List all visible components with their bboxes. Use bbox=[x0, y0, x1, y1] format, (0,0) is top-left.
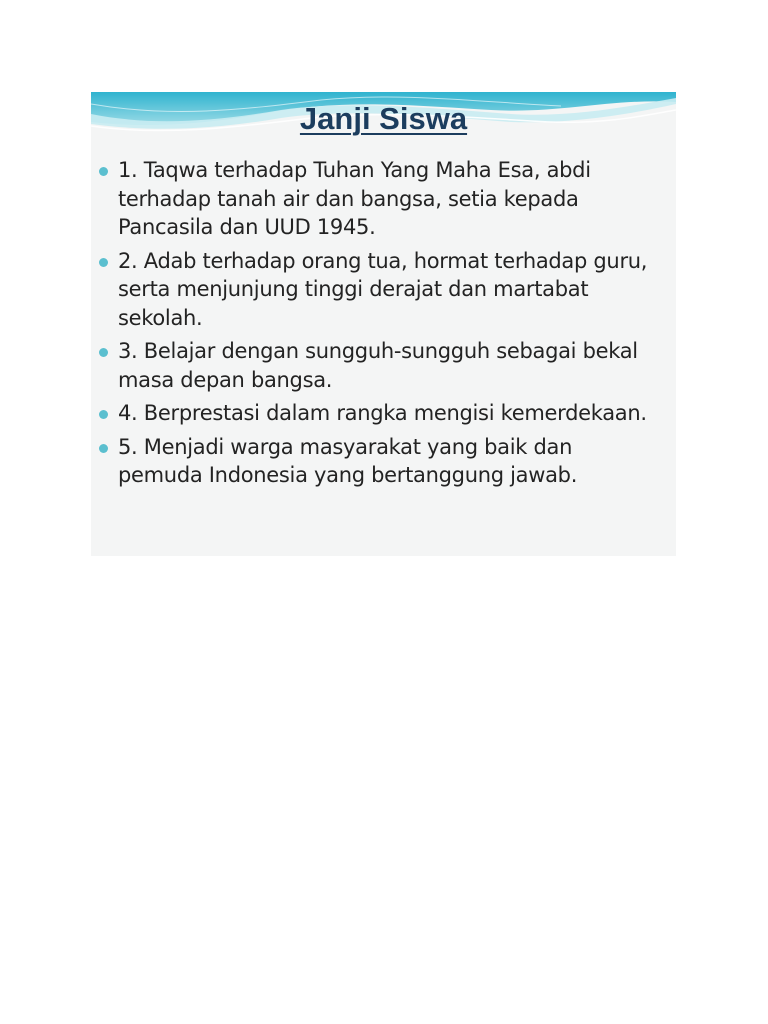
list-item-text: 1. Taqwa terhadap Tuhan Yang Maha Esa, abdi terhadap tanah air dan bangsa, setia kepada Pancasila dan UUD 1945. bbox=[118, 158, 591, 239]
promise-list bbox=[99, 156, 659, 495]
slide-title: Janji Siswa bbox=[299, 101, 468, 136]
list-item-text: 4. Berprestasi dalam rangka mengisi kemerdekaan. bbox=[118, 401, 647, 425]
list-item bbox=[99, 247, 659, 333]
list-item bbox=[99, 399, 659, 428]
list-item-text: 5. Menjadi warga masyarakat yang baik dan pemuda Indonesia yang bertanggung jawab. bbox=[118, 434, 578, 487]
bullet-icon bbox=[99, 444, 108, 453]
list-item bbox=[99, 433, 659, 490]
list-item-text: 3. Belajar dengan sungguh-sungguh sebagai bekal masa depan bangsa. bbox=[118, 339, 638, 392]
bullet-icon bbox=[99, 258, 108, 267]
list-item-text: 2. Adab terhadap orang tua, hormat terhadap guru, serta menjunjung tinggi derajat dan martabat sekolah. bbox=[118, 248, 648, 330]
list-item bbox=[99, 156, 659, 242]
slide bbox=[91, 92, 676, 556]
list-item bbox=[99, 337, 659, 394]
bullet-icon bbox=[99, 410, 108, 419]
bullet-icon bbox=[99, 167, 108, 176]
bullet-icon bbox=[99, 348, 108, 357]
